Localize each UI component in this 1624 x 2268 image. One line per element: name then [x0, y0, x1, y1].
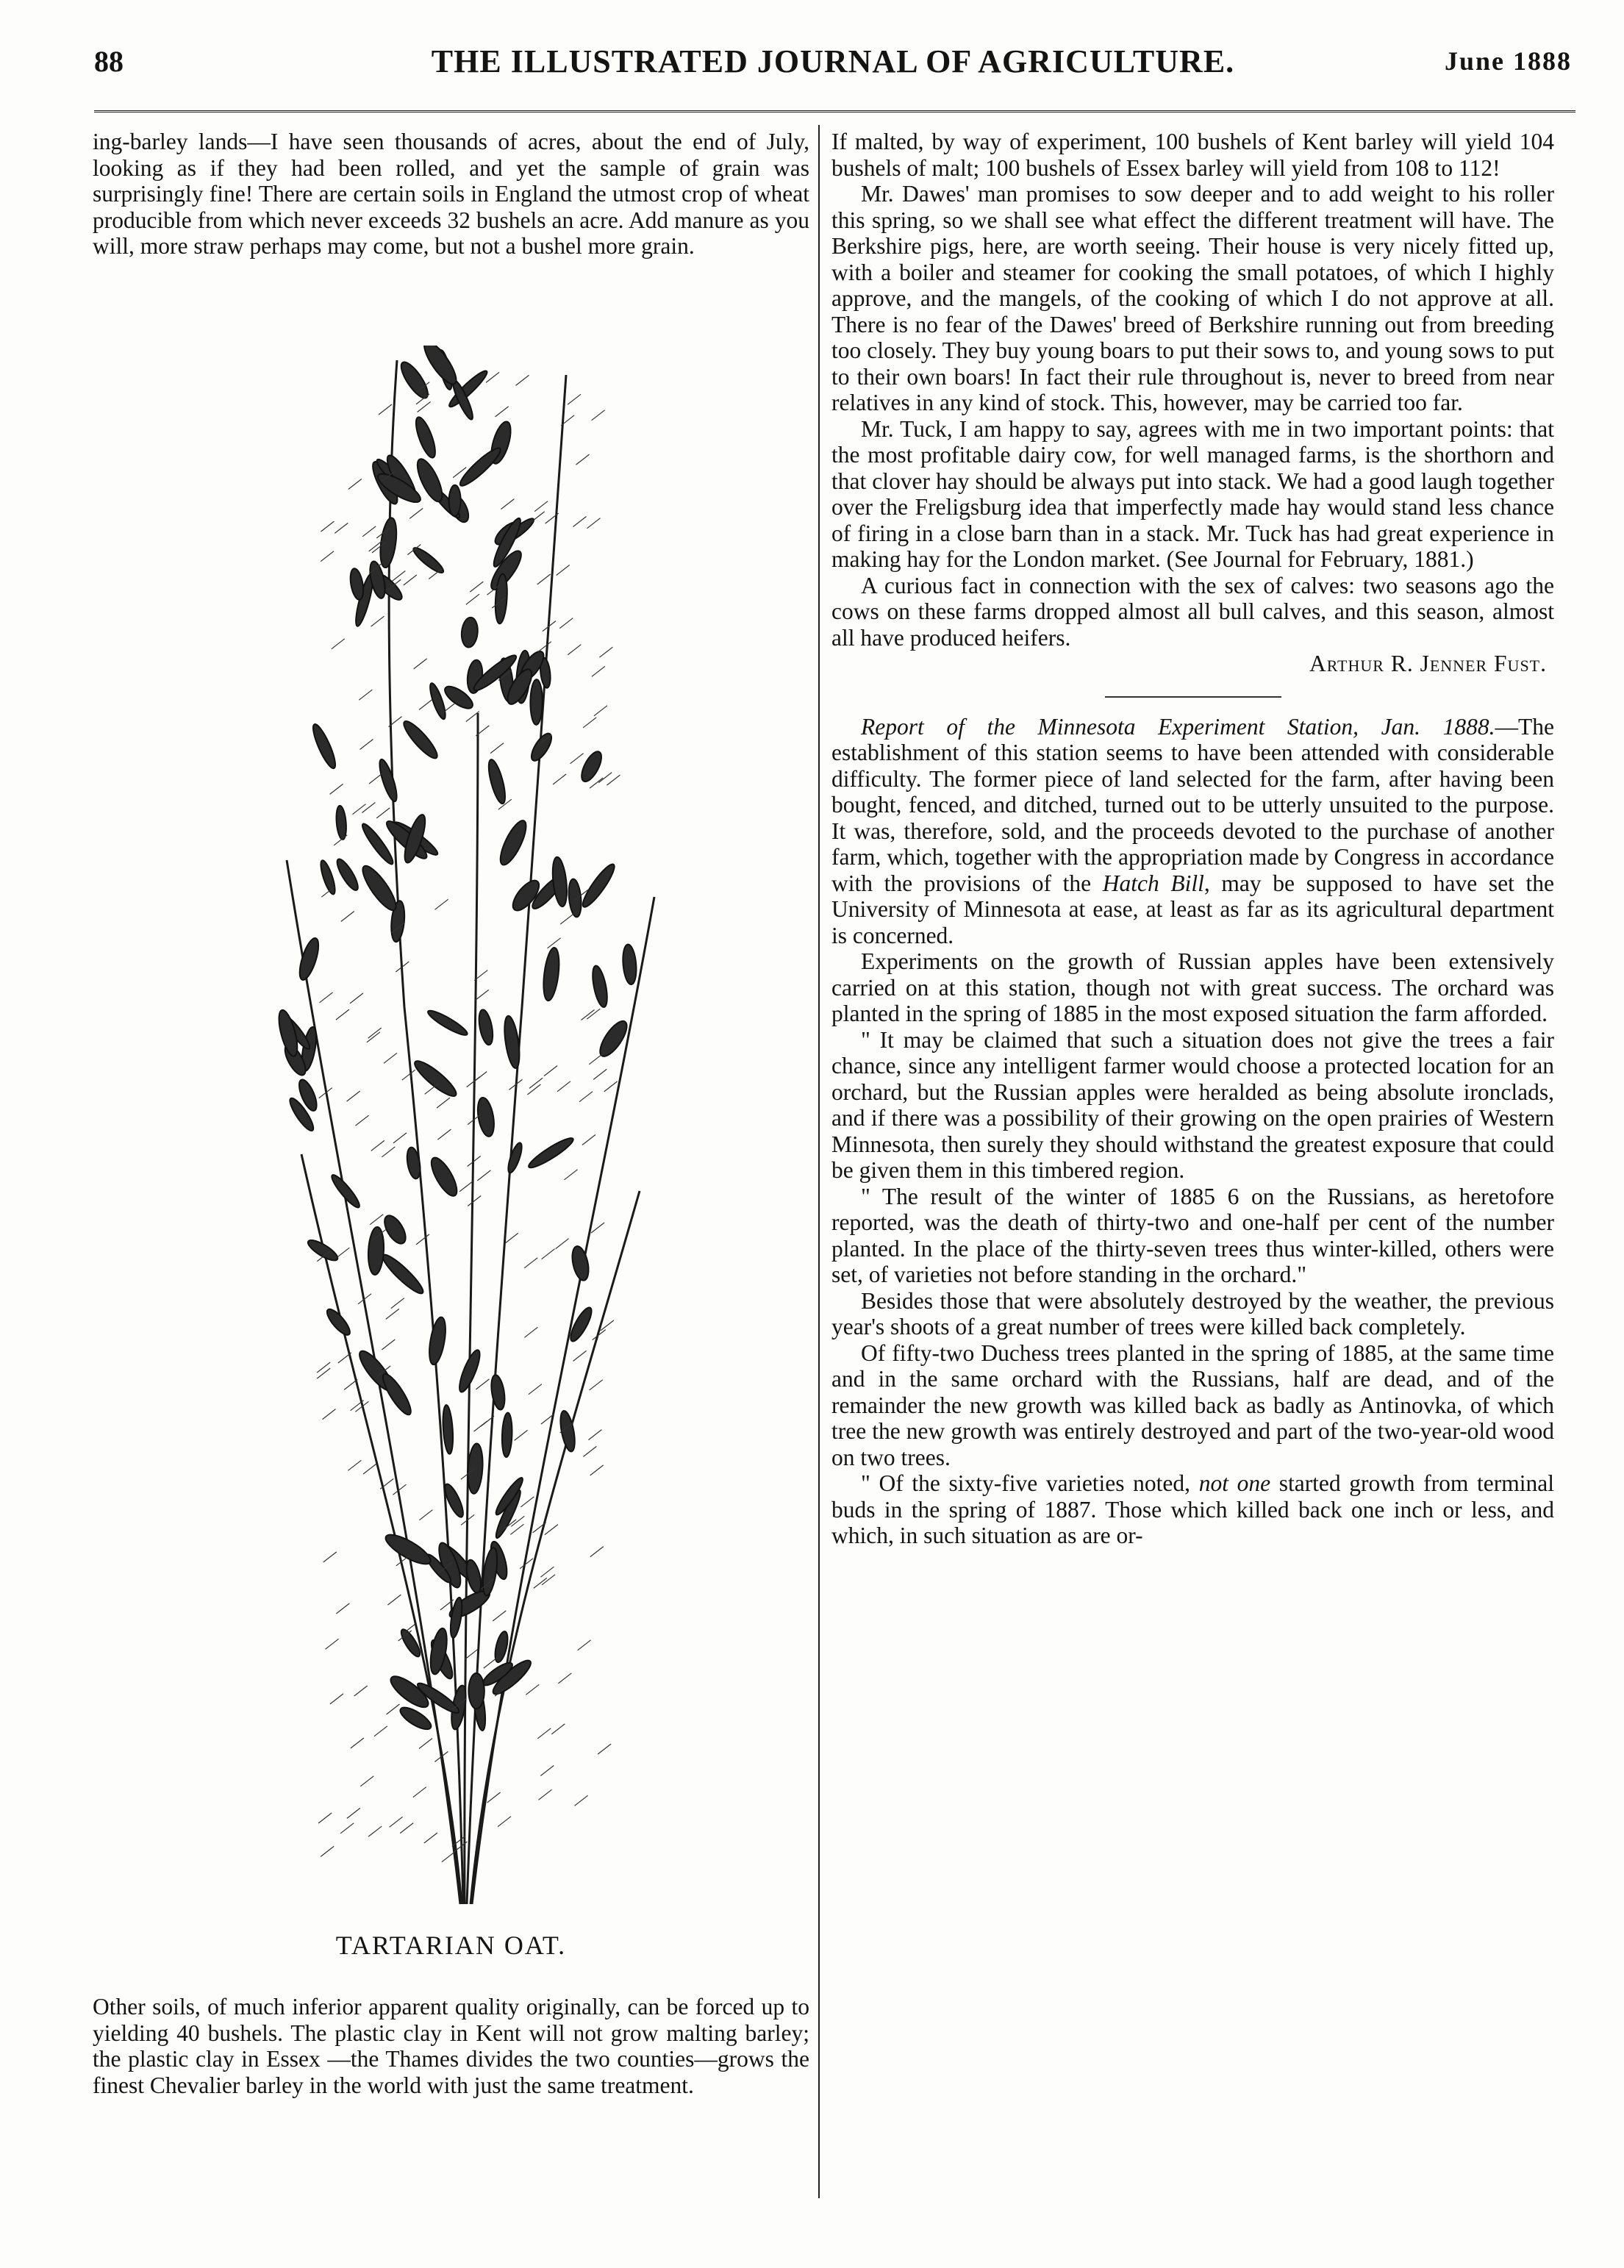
oat-spikelet [305, 1237, 340, 1264]
engraving-hatch-line [379, 404, 392, 415]
engraving-hatch-line [442, 1852, 455, 1862]
engraving-hatch-line [579, 1092, 593, 1102]
oat-spikelet [526, 1134, 576, 1171]
engraving-hatch-line [330, 1694, 343, 1704]
oat-spikelet [475, 1096, 496, 1137]
right-column [831, 129, 1554, 1549]
engraving-hatch-line [556, 1239, 569, 1249]
engraving-hatch-line [582, 1135, 595, 1145]
engraving-hatch-line [374, 1726, 387, 1736]
tartarian-oat-illustration [257, 346, 669, 1919]
engraving-hatch-line [540, 1567, 554, 1577]
engraving-hatch-line [544, 1066, 557, 1076]
engraving-hatch-line [591, 1223, 604, 1233]
engraving-hatch-line [459, 1181, 473, 1192]
engraving-hatch-line [498, 1817, 511, 1827]
engraving-hatch-line [335, 523, 348, 533]
engraving-hatch-line [425, 1084, 438, 1094]
engraving-hatch-line [592, 410, 605, 421]
engraving-hatch-line [557, 1081, 570, 1092]
oat-spikelet [457, 444, 504, 490]
engraving-hatch-line [326, 1639, 339, 1649]
engraving-hatch-line [336, 1603, 349, 1614]
engraving-hatch-line [391, 1298, 404, 1309]
oat-spikelet [506, 1142, 525, 1175]
left-column-bottom [93, 1994, 809, 2098]
engraving-hatch-line [568, 394, 581, 404]
engraving-hatch-line [486, 372, 499, 382]
engraving-hatch-line [598, 1744, 611, 1754]
engraving-hatch-line [607, 775, 620, 785]
oat-spikelet [541, 947, 562, 1001]
paragraph: Experiments on the growth of Russian apples have been extensively carried on at this station, though not with great success. The orchard was planted in the spring of 1885 in the most exposed situation the farm afforded. [831, 948, 1554, 1026]
paragraph: Besides those that were absolutely destroyed by the weather, the previous year's shoots of a great number of trees were killed back completely. [831, 1287, 1554, 1339]
engraving-hatch-line [570, 754, 584, 764]
text-run: started growth from terminal buds in the spring of 1887. Those which killed back one inch or less, and which, in such situation as are or- [831, 1470, 1555, 1548]
engraving-hatch-line [515, 1430, 528, 1440]
engraving-hatch-line [587, 518, 601, 529]
engraving-hatch-line [382, 1339, 395, 1350]
engraving-hatch-line [400, 1823, 413, 1834]
paragraph [831, 1470, 1554, 1549]
engraving-hatch-line [487, 1792, 501, 1803]
engraving-hatch-line [521, 1497, 534, 1507]
engraving-hatch-line [351, 1738, 364, 1748]
engraving-hatch-line [542, 1575, 555, 1585]
engraving-hatch-line [369, 773, 382, 784]
oat-spikelet [310, 722, 339, 770]
engraving-hatch-line [393, 1133, 407, 1143]
engraving-hatch-line [539, 1789, 552, 1800]
author-signature: Arthur R. Jenner Fust. [1309, 651, 1547, 676]
oat-spikelet [485, 758, 508, 805]
engraving-hatch-line [477, 1170, 490, 1181]
engraving-hatch-line [470, 582, 483, 592]
engraving-hatch-line [527, 1084, 540, 1095]
engraving-hatch-line [387, 1704, 400, 1714]
engraving-hatch-line [534, 1578, 547, 1588]
paragraph: If malted, by way of experiment, 100 bushels of Kent barley will yield 104 bushels of malt; 100 bushels of Essex barley will yield from 108 to 112! [831, 129, 1554, 181]
engraving-hatch-line [341, 912, 354, 922]
engraving-hatch-line [516, 375, 529, 385]
engraving-hatch-line [553, 774, 566, 784]
engraving-hatch-line [490, 743, 504, 754]
engraving-hatch-line [419, 699, 432, 709]
oat-spikelet [379, 1251, 426, 1297]
engraving-hatch-line [583, 718, 596, 728]
engraving-hatch-line [496, 407, 509, 417]
engraving-hatch-line [386, 1309, 399, 1319]
oat-spikelet [400, 718, 441, 762]
engraving-hatch-line [524, 1327, 537, 1337]
engraving-hatch-line [370, 1215, 383, 1225]
engraving-hatch-line [402, 1070, 415, 1080]
text-run: " Of the sixty-five varieties noted, [861, 1470, 1191, 1496]
engraving-hatch-line [323, 1552, 337, 1562]
engraving-hatch-line [437, 1129, 451, 1140]
report-title: Report of the Minnesota Experiment Station, Jan. 1888. [861, 713, 1495, 740]
oat-spikelet [489, 1374, 507, 1411]
paragraph: " It may be claimed that such a situation does not give the trees a fair chance, since any intelligent farmer would choose a protected location for an orchard, but the Russian apples were heralded as being absolute ironclads, and if there was a possibility of their growing on the open prairies of Western Minnesota, then surely they should withstand the greatest exposure that could be given them in this timbered region. [831, 1026, 1554, 1183]
engraving-hatch-line [505, 1233, 518, 1243]
engraving-hatch-line [354, 1686, 368, 1696]
hatch-bill: Hatch Bill [1102, 870, 1204, 896]
oat-spikelet [570, 1245, 592, 1282]
engraving-hatch-line [362, 526, 376, 537]
oat-spikelet [551, 856, 569, 907]
engraving-hatch-line [318, 1813, 332, 1823]
oat-spikelet [567, 879, 582, 917]
oat-spikelet [397, 1703, 434, 1733]
oat-spikelet [378, 517, 399, 568]
page-number: 88 [94, 45, 124, 78]
engraving-hatch-line [332, 639, 345, 649]
oat-spikelet [476, 1009, 495, 1046]
oat-spikelet [460, 617, 479, 648]
paragraph: " The result of the winter of 1885 6 on the Russians, as heretofore reported, was the death of thirty-two and one-half per cent of the number planted. In the place of the thirty-seven trees thus winter-killed, others were set, of varieties not before standing in the orchard." [831, 1183, 1554, 1287]
engraving-hatch-line [409, 508, 423, 518]
paragraph: Other soils, of much inferior apparent quality originally, can be forced up to yielding 40 bushels. The plastic clay in Kent will not grow malting barley; the plastic clay in Essex —the Thames divides the two counties—grows the finest Chevalier barley in the world with just the same treatment. [93, 1994, 809, 2098]
engraving-hatch-line [336, 1009, 349, 1020]
engraving-hatch-line [548, 938, 561, 948]
oat-spikelet [348, 568, 365, 601]
engraving-hatch-line [416, 1234, 429, 1245]
engraving-hatch-line [466, 594, 479, 604]
engraving-hatch-line [359, 690, 372, 700]
oat-spikelet [411, 1056, 460, 1101]
engraving-hatch-line [362, 803, 375, 813]
engraving-hatch-line [524, 1258, 537, 1268]
engraving-hatch-line [598, 773, 612, 783]
engraving-hatch-line [424, 1833, 437, 1843]
engraving-hatch-line [545, 1525, 558, 1535]
engraving-hatch-line [321, 551, 334, 562]
oat-spikelet [380, 1212, 409, 1247]
engraving-hatch-line [529, 1078, 543, 1088]
engraving-hatch-line [368, 1826, 382, 1836]
engraving-hatch-line [493, 1611, 506, 1621]
engraving-hatch-line [387, 1595, 401, 1605]
engraving-hatch-line [404, 575, 417, 585]
engraving-hatch-line [558, 1673, 571, 1684]
paragraph: Of fifty-two Duchess trees planted in the spring of 1885, at the same time and in the same orchard with the Russians, half are dead, and of the remainder the new growth was killed back as badly as Antinovka, of which tree the new growth was entirely destroyed and part of the two-year-old wood on two trees. [831, 1339, 1554, 1470]
engraving-hatch-line [590, 1380, 603, 1390]
engraving-hatch-line [348, 1460, 361, 1470]
engraving-hatch-line [573, 1351, 587, 1361]
engraving-hatch-line [534, 501, 548, 512]
paragraph: ing-barley lands—I have seen thousands of acres, about the end of July, looking as if they had been rolled, and yet the sample of grain was surprisingly fine! There are certain soils in England the utmost crop of wheat producible from which never exceeds 32 bushels an acre. Add manure as you will, more straw perhaps may come, but not a bushel more grain. [93, 129, 809, 259]
engraving-hatch-line [526, 1684, 539, 1695]
oat-spikelet [318, 859, 338, 895]
engraving-hatch-line [435, 899, 448, 909]
oat-spikelet [376, 758, 400, 803]
engraving-hatch-line [336, 1248, 349, 1258]
engraving-hatch-line [590, 1465, 604, 1475]
engraving-hatch-line [353, 804, 366, 815]
engraving-hatch-line [371, 1140, 384, 1151]
engraving-hatch-line [578, 1640, 591, 1650]
paragraph: A curious fact in connection with the sex of calves: two seasons ago the cows on these farms dropped almost all bull calves, and this season, almost all have produced heifers. [831, 572, 1554, 651]
header-rule [94, 110, 1575, 112]
oat-spikelet [468, 1673, 484, 1709]
engraving-hatch-line [350, 993, 363, 1004]
engraving-hatch-line [348, 479, 362, 490]
engraving-hatch-line [599, 647, 612, 657]
engraving-hatch-line [360, 1776, 373, 1786]
oat-spikelet [426, 1007, 470, 1038]
oat-spikelet [448, 485, 460, 517]
oat-spikelet [442, 1405, 454, 1455]
engraving-hatch-line [384, 1053, 397, 1063]
engraving-hatch-line [484, 1658, 497, 1668]
engraving-hatch-line [468, 1196, 481, 1206]
journal-title: THE ILLUSTRATED JOURNAL OF AGRICULTURE. [431, 43, 1235, 79]
engraving-hatch-line [376, 808, 390, 818]
engraving-hatch-line [557, 565, 570, 576]
engraving-hatch-line [340, 1823, 354, 1834]
engraving-hatch-line [501, 499, 514, 509]
engraving-hatch-line [317, 1368, 330, 1378]
engraving-hatch-line [363, 1464, 376, 1474]
engraving-hatch-line [382, 1147, 395, 1157]
engraving-hatch-line [413, 1787, 426, 1797]
oat-spikelet [335, 805, 348, 840]
engraving-hatch-line [437, 1098, 450, 1108]
engraving-hatch-line [592, 666, 605, 676]
oat-spikelet [405, 1146, 422, 1179]
engraving-hatch-line [559, 618, 573, 629]
engraving-hatch-line [593, 1069, 607, 1079]
engraving-hatch-line [330, 784, 343, 794]
oat-spikelet [367, 1226, 384, 1275]
engraving-hatch-line [604, 1081, 618, 1092]
oat-spikelet [595, 1017, 632, 1060]
engraving-hatch-line [590, 778, 603, 788]
engraving-hatch-line [347, 1091, 360, 1101]
oat-plant-engraving [257, 346, 669, 1919]
oat-spikelet [419, 346, 461, 388]
oat-spikelet [502, 1015, 523, 1070]
engraving-hatch-line [594, 706, 607, 716]
engraving-hatch-line [371, 616, 384, 626]
oat-spikelet [579, 861, 618, 910]
oat-spikelet [426, 1316, 448, 1366]
engraving-hatch-line [356, 1115, 369, 1126]
engraving-hatch-line [588, 1430, 601, 1440]
left-column-top [93, 129, 809, 260]
engraving-hatch-line [568, 645, 581, 655]
oat-spikelet [530, 679, 543, 725]
engraving-hatch-line [583, 1446, 596, 1456]
engraving-hatch-line [537, 1728, 551, 1739]
running-header [94, 38, 1572, 82]
paragraph: Mr. Dawes' man promises to sow deeper and to add weight to his roller this spring, so we shall see what effect the different treatment will have. The Berkshire pigs, here, are worth seeing. Their house is very nicely fitted up, with a boiler and steamer for cooking the small potatoes, of which I highly approve, and the mangels, of the cooking of which I do not approve at all. There is no fear of the Dawes' breed of Berkshire running out from breeding too closely. They buy young boars to put their sows to, and young sows to put to their own boars! In fact their rule throughout is, never to breed from near relatives in any kind of stock. This, however, may be carried too far. [831, 181, 1554, 415]
column-divider [818, 125, 820, 2198]
oat-spikelet [334, 856, 362, 892]
engraving-hatch-line [529, 1384, 542, 1395]
engraving-hatch-line [321, 521, 334, 532]
engraving-hatch-line [418, 402, 431, 412]
oat-spikelet [501, 1412, 513, 1457]
oat-spikelet [411, 545, 446, 576]
engraving-hatch-line [476, 1379, 489, 1389]
issue-date: June 1888 [1444, 46, 1572, 76]
engraving-hatch-line [360, 740, 373, 750]
engraving-hatch-line [532, 512, 545, 522]
engraving-hatch-line [344, 1379, 357, 1389]
engraving-hatch-line [573, 517, 587, 527]
engraving-hatch-line [590, 1547, 604, 1557]
engraving-hatch-line [589, 1054, 602, 1065]
paragraph [831, 714, 1554, 949]
engraving-hatch-line [576, 454, 590, 465]
figure-caption: TARTARIAN OAT. [335, 1931, 567, 1960]
engraving-hatch-line [320, 992, 333, 1003]
engraving-hatch-line [551, 1724, 565, 1734]
engraving-hatch-line [392, 571, 405, 582]
oat-spikelet [590, 965, 609, 1008]
oat-spikelet [496, 818, 531, 868]
text-run: —The establishment of this station seems to have been attended with considerable difficulty. The former piece of land selected for the farm, after having been bought, fenced, and ditched, turned out to be utterly unsuited to the purpose. It was, therefore, sold, and the proceeds devoted to the purchase of another farm, which, together with the appropriation made by Congress in accordance with the provisions of the [831, 713, 1554, 896]
oat-spikelet [357, 862, 401, 914]
engraving-hatch-line [419, 1510, 432, 1520]
engraving-hatch-line [323, 1409, 336, 1420]
engraving-hatch-line [476, 990, 489, 1000]
engraving-hatch-line [390, 1817, 403, 1827]
engraving-hatch-line [542, 1249, 555, 1259]
engraving-hatch-line [414, 659, 427, 669]
oat-spikelet [412, 415, 439, 460]
section-separator [1105, 696, 1281, 698]
engraving-hatch-line [321, 1846, 334, 1856]
engraving-hatch-line [540, 1766, 554, 1776]
engraving-hatch-line [347, 1808, 360, 1818]
engraving-hatch-line [560, 914, 573, 924]
emphasis: not one [1198, 1470, 1271, 1496]
oat-spikelet [621, 944, 637, 985]
oat-spikelet [426, 1154, 461, 1199]
engraving-hatch-line [317, 1362, 330, 1373]
engraving-hatch-line [565, 1170, 578, 1180]
engraving-hatch-line [419, 1739, 432, 1749]
engraving-hatch-line [537, 574, 551, 584]
text-run: , may be supposed to have set the University of Minnesota at ease, at least as far as its agricultural department is concerned. [831, 870, 1555, 948]
oat-spikelet [397, 359, 432, 402]
engraving-hatch-line [575, 1795, 588, 1806]
engraving-hatch-line [538, 642, 551, 652]
paragraph: Mr. Tuck, I am happy to say, agrees with me in two important points: that the most profitable dairy cow, for well managed farms, is the shorthorn and that clover hay should be always put into stack. We had a good laugh together over the Freligsburg idea that imperfectly made hay would stand less chance of firing in a close barn than in a stack. Mr. Tuck has had great experience in making hay for the London market. (See Journal for February, 1881.) [831, 415, 1554, 572]
oat-spikelet [382, 1530, 434, 1570]
